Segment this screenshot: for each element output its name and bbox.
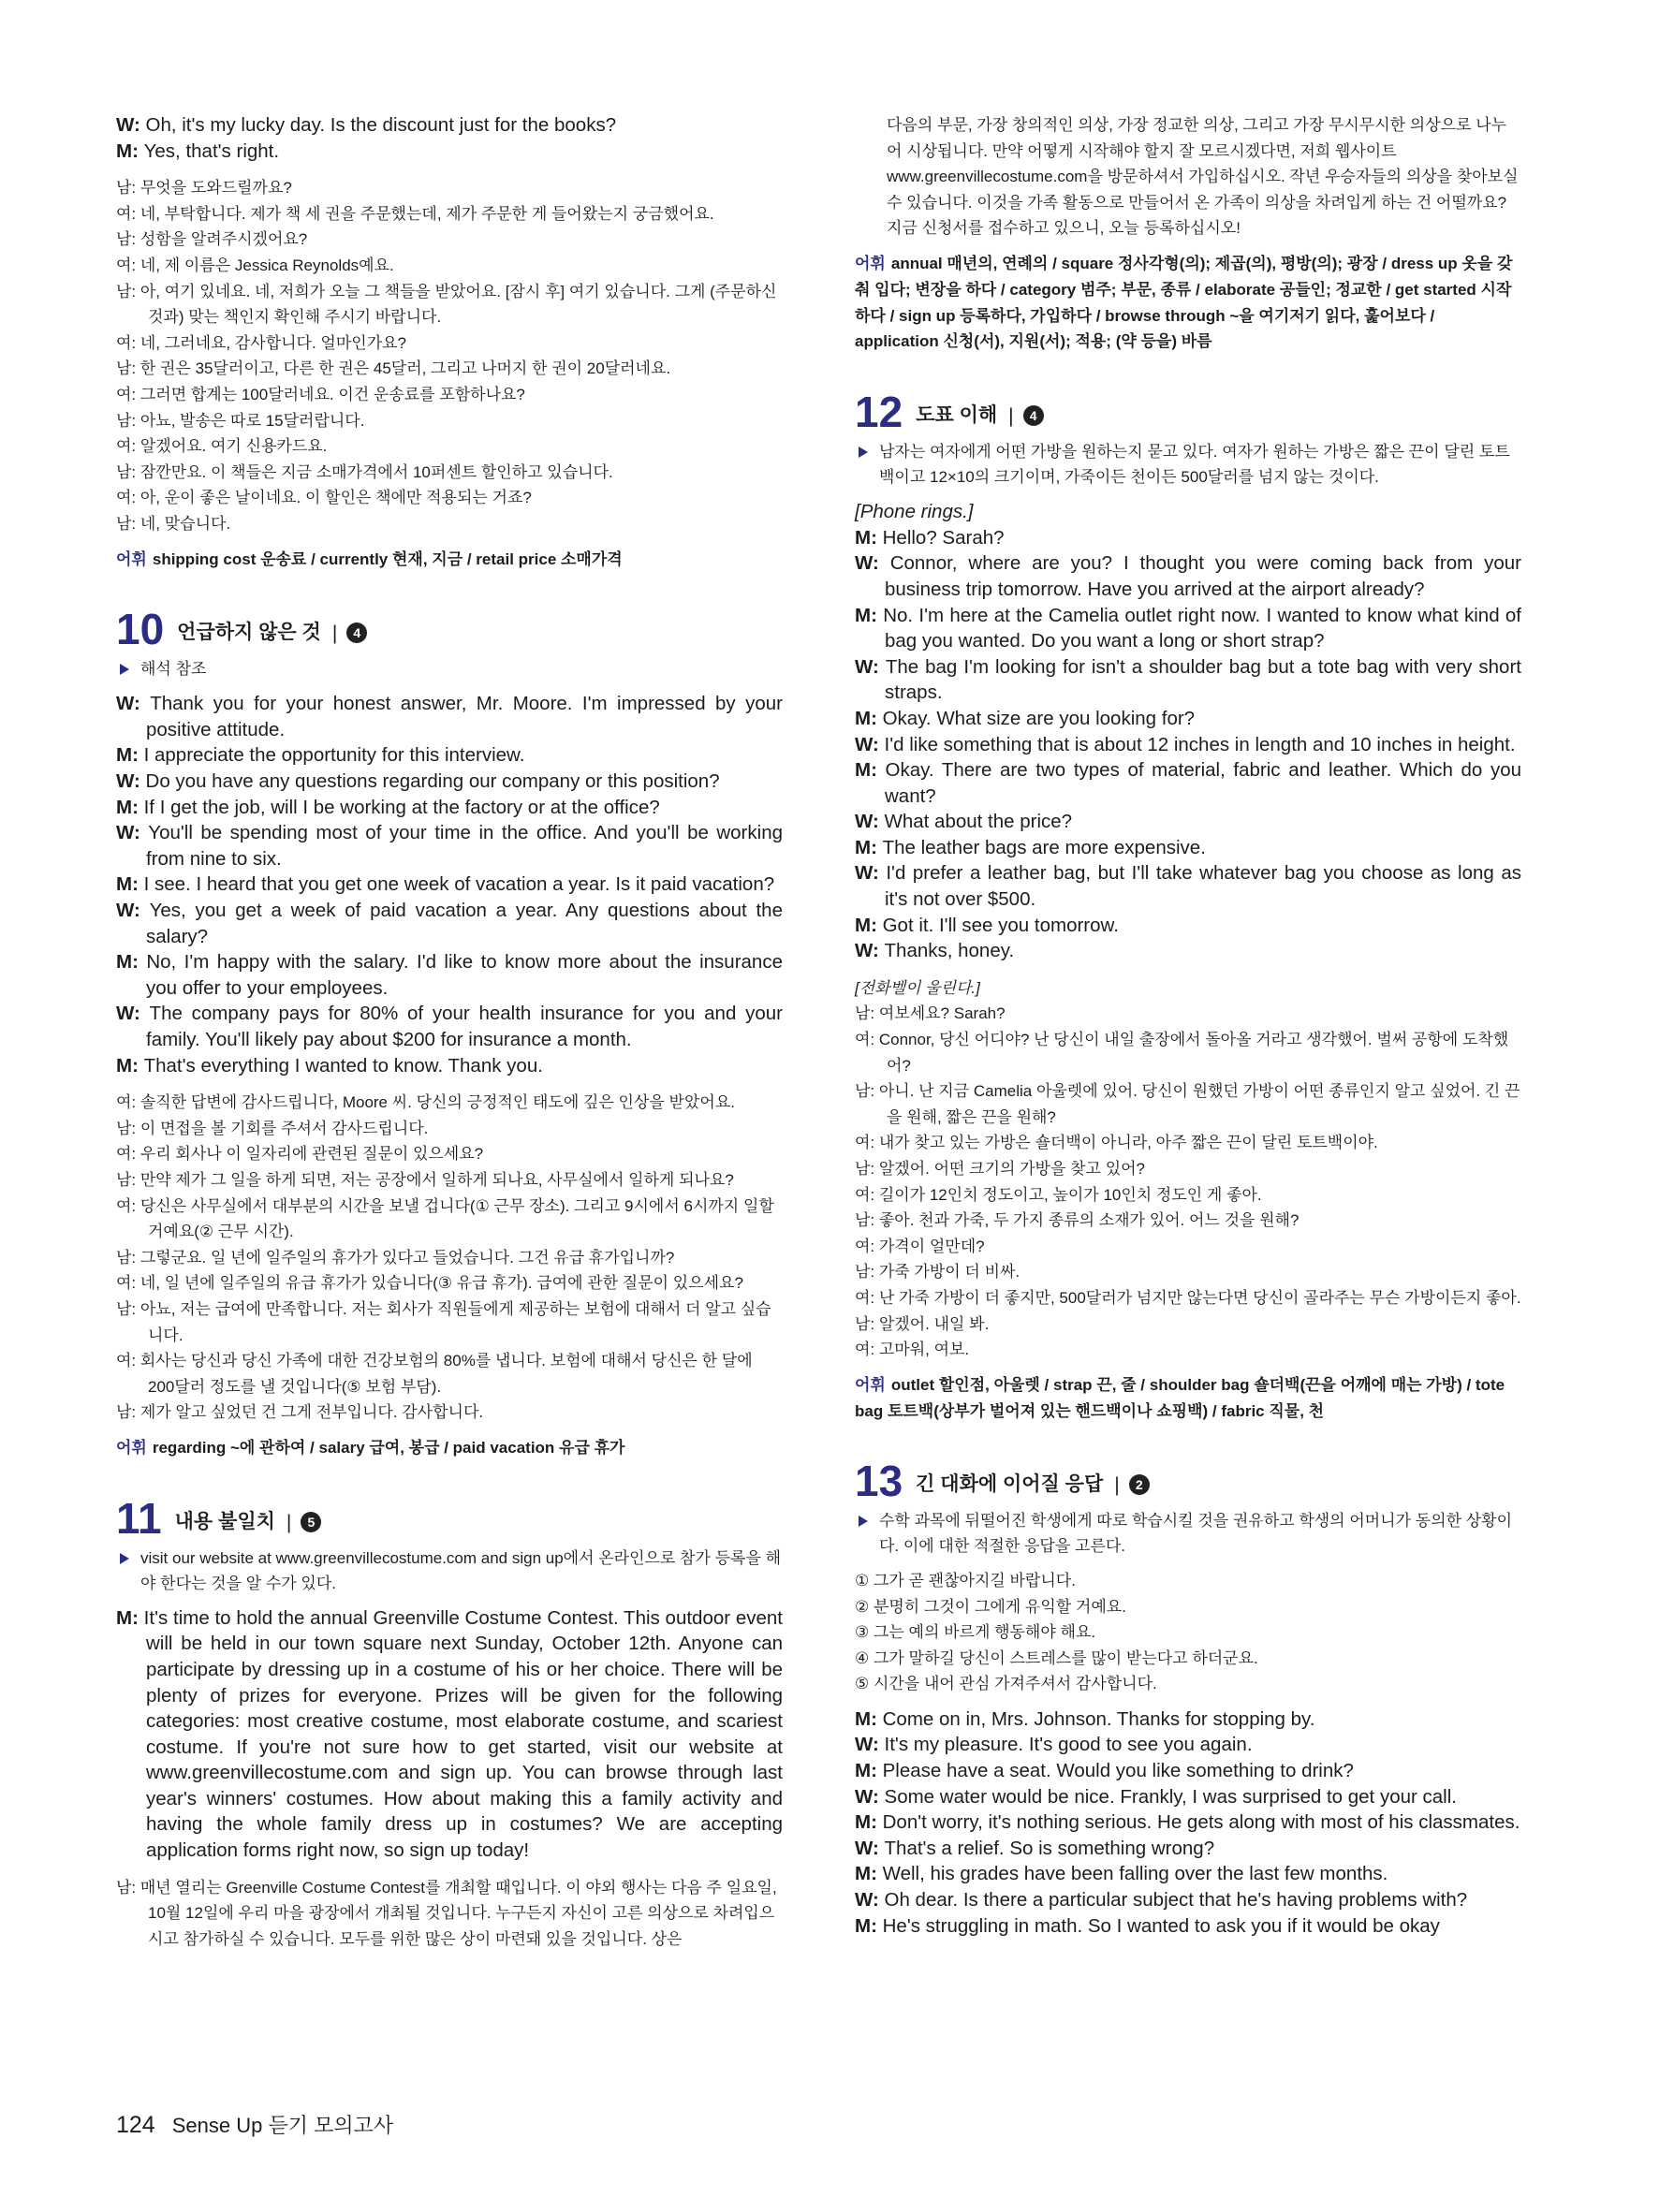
vocab-label: 어휘 [116, 549, 147, 568]
dialogue-top [116, 112, 783, 164]
dialogue-line [855, 732, 1521, 758]
dialogue-line [116, 742, 783, 769]
dialogue-line [116, 691, 783, 742]
speaker: M: [116, 744, 144, 767]
speaker: M: [855, 914, 883, 936]
speaker: W: [855, 1889, 885, 1911]
section-divider: | [331, 623, 338, 645]
speaker: W: [855, 1734, 885, 1756]
triangle-bullet-icon [120, 664, 129, 675]
utterance: The bag I'm looking for isn't a shoulder bag but a tote bag with very short straps. [885, 655, 1521, 704]
korean-line: 여: 솔직한 답변에 감사드립니다, Moore 씨. 당신의 긍정적인 태도에 깊은 인상을 받았어요. [116, 1093, 735, 1112]
vocab-text: annual 매년의, 연례의 / square 정사각형(의); 제곱(의), 평방(의); 광장 / dress up 옷을 갖춰 입다; 변장을 하다 / category 범주; 부문, 종류 / elaborate 공들인; 정교한 / get started 시작하다 / sign up 등록하다, 가입하다 / browse through ~을 여기저기 읽다, 훑어보다 / application 신청(서), 지원(서); 적용; (약 등을) 바름 [855, 254, 1513, 351]
utterance: Please have a seat. Would you like something to drink? [882, 1760, 1354, 1782]
speaker: M: [855, 1914, 883, 1937]
korean-line: 남: 여보세요? Sarah? [855, 1004, 1006, 1023]
speaker: W: [855, 552, 890, 575]
speaker: W: [116, 693, 151, 715]
korean-line: 남: 그렇군요. 일 년에 일주일의 휴가가 있다고 들었습니다. 그건 유급 휴가입니까? [116, 1248, 675, 1267]
speaker: M: [116, 873, 144, 896]
speaker: M: [116, 1054, 144, 1077]
vocab-label: 어휘 [855, 1375, 886, 1394]
korean-line: 남: 잠깐만요. 이 책들은 지금 소매가격에서 10퍼센트 할인하고 있습니다. [116, 462, 613, 481]
dialogue-line [855, 1707, 1521, 1733]
korean-line: 남: 알겠어. 내일 봐. [855, 1314, 990, 1333]
answer-badge: 2 [1129, 1474, 1150, 1495]
speaker: W: [116, 900, 150, 922]
option-item: ② 분명히 그것이 그에게 유익할 거예요. [855, 1597, 1126, 1616]
korean-line: 남: 성함을 알려주시겠어요? [116, 230, 308, 249]
speaker: M: [116, 951, 147, 974]
option-item: ④ 그가 말하길 당신이 스트레스를 많이 받는다고 하더군요. [855, 1648, 1258, 1667]
dialogue-line [855, 757, 1521, 809]
speaker: M: [855, 1811, 883, 1834]
dialogue-line [116, 795, 783, 821]
dialogue-line [116, 1605, 783, 1864]
korean-line: 여: 길이가 12인치 정도이고, 높이가 10인치 정도인 게 좋아. [855, 1185, 1262, 1204]
speaker: M: [855, 604, 884, 626]
speaker: W: [855, 1837, 885, 1859]
dialogue-line [855, 1809, 1521, 1836]
speaker: W: [855, 940, 885, 962]
utterance: Well, his grades have been falling over the last few months. [882, 1863, 1388, 1885]
page-footer [116, 2110, 393, 2139]
vocab-label: 어휘 [855, 254, 886, 272]
korean-line: 남: 좋아. 천과 가죽, 두 가지 종류의 소재가 있어. 어느 것을 원해? [855, 1211, 1300, 1230]
dialogue-line [855, 913, 1521, 939]
vocab-text: regarding ~에 관하여 / salary 급여, 봉급 / paid vacation 유급 휴가 [152, 1438, 625, 1457]
utterance: I appreciate the opportunity for this interview. [143, 744, 525, 767]
korean-line: 남: 가죽 가방이 더 비싸. [855, 1263, 1021, 1282]
korean-translation-top [116, 175, 783, 536]
triangle-bullet-icon [120, 1553, 129, 1564]
section-12-vocab [855, 1372, 1521, 1425]
korean-line: 여: 네, 일 년에 일주일의 유급 휴가가 있습니다(③ 유급 휴가). 급여에 관한 질문이 있으세요? [116, 1274, 743, 1293]
section-13-explanation: 수학 과목에 뒤떨어진 학생에게 따로 학습시킬 것을 권유하고 학생의 어머니가 동의한 상황이다. 이에 대한 적절한 응답을 고른다. [855, 1508, 1521, 1559]
dialogue-line [116, 898, 783, 949]
utterance: Got it. I'll see you tomorrow. [882, 914, 1119, 936]
speaker: W: [116, 822, 149, 844]
korean-line: 여: 네, 부탁합니다. 제가 책 세 권을 주문했는데, 제가 주문한 게 들어왔는지 궁금했어요. [116, 204, 714, 223]
option-item: ① 그가 곧 괜찮아지길 바랍니다. [855, 1572, 1076, 1590]
option-item: ③ 그는 예의 바르게 행동해야 해요. [855, 1623, 1096, 1642]
dialogue-line [116, 769, 783, 795]
section-divider: | [1008, 405, 1014, 428]
utterance: It's time to hold the annual Greenville Costume Contest. This outdoor event will be held in our town square next Sunday, October 12th. Anyone can participate by dressing up in a costume of his or her choice. There will be plenty of prizes for everyone. Prizes will be given for the following categories: most creative costume, most elaborate costume, and scariest costume. If you're not sure how to get started, visit our website at www.greenvillecostume.com and sign up. You can browse through last year's winners' costumes. How about making this a family activity and having the whole family dress up in costumes? We are accepting application forms right now, so sign up today! [143, 1606, 783, 1862]
utterance: Oh dear. Is there a particular subject that he's having problems with? [884, 1889, 1468, 1911]
utterance: No, I'm happy with the salary. I'd like to know more about the insurance you offer to your employees. [146, 951, 783, 999]
speaker: M: [855, 1863, 883, 1885]
utterance: Oh, it's my lucky day. Is the discount just for the books? [145, 114, 617, 136]
section-title: 내용 불일치 [174, 1510, 275, 1532]
korean-line: 남: 네, 맞습니다. [116, 514, 231, 533]
utterance: Yes, you get a week of paid vacation a year. Any questions about the salary? [146, 900, 783, 947]
dialogue-line [855, 1887, 1521, 1913]
left-column [116, 110, 783, 1952]
utterance: Okay. What size are you looking for? [882, 707, 1196, 729]
section-title: 긴 대화에 이어질 응답 [916, 1473, 1104, 1496]
korean-line: 여: 네, 제 이름은 Jessica Reynolds예요. [116, 256, 394, 274]
section-number: 10 [116, 605, 165, 654]
utterance: Come on in, Mrs. Johnson. Thanks for stopping by. [882, 1707, 1315, 1730]
section-10-explanation: 해석 참조 [116, 656, 783, 681]
utterance: Don't worry, it's nothing serious. He gets along with most of his classmates. [882, 1811, 1520, 1834]
utterance: He's struggling in math. So I wanted to ask you if it would be okay [882, 1914, 1440, 1937]
speaker: M: [855, 707, 883, 729]
section-12-explanation: 남자는 여자에게 어떤 가방을 원하는지 묻고 있다. 여자가 원하는 가방은 짧은 끈이 달린 토트백이고 12×10의 크기이며, 가죽이든 천이든 500달러를 넘지 않는 것이다. [855, 439, 1521, 490]
dialogue-line [855, 1784, 1521, 1810]
speaker: M: [855, 836, 883, 858]
section-10-korean [116, 1090, 783, 1426]
speaker: W: [855, 862, 887, 885]
dialogue-line [116, 1053, 783, 1079]
speaker: W: [116, 770, 146, 793]
section-13-header [855, 1452, 1521, 1506]
utterance: The leather bags are more expensive. [882, 836, 1206, 858]
speaker: M: [116, 1606, 144, 1629]
korean-line: 여: Connor, 당신 어디야? 난 당신이 내일 출장에서 돌아올 거라고 생각했어. 벌써 공항에 도착했어? [855, 1031, 1509, 1075]
korean-line: 남: 아뇨, 저는 급여에 만족합니다. 저는 회사가 직원들에게 제공하는 보험에 대해서 더 알고 싶습니다. [116, 1299, 771, 1344]
korean-stage-direction: [전화벨이 울린다.] [855, 978, 980, 997]
dialogue-line [855, 706, 1521, 732]
utterance: I'd like something that is about 12 inches in length and 10 inches in height. [884, 733, 1516, 755]
utterance: Thanks, honey. [884, 940, 1015, 962]
vocab-text: shipping cost 운송료 / currently 현재, 지금 / retail price 소매가격 [152, 549, 623, 568]
utterance: Yes, that's right. [143, 139, 280, 162]
section-11-header [116, 1489, 783, 1543]
speaker: M: [855, 526, 883, 549]
vocab-text: outlet 할인점, 아울렛 / strap 끈, 줄 / shoulder bag 숄더백(끈을 어깨에 매는 가방) / tote bag 토트백(상부가 벌어져 있는 핸드백이나 쇼핑백) / fabric 직물, 천 [855, 1375, 1505, 1420]
korean-line: 남: 이 면접을 볼 기회를 주셔서 감사드립니다. [116, 1119, 429, 1137]
section-11-korean-continued: 다음의 부문, 가장 창의적인 의상, 가장 정교한 의상, 그리고 가장 무시무시한 의상으로 나누어 시상됩니다. 만약 어떻게 시작해야 할지 잘 모르시겠다면, 저희 웹사이트 www.greenvillecostume.com을 방문하셔서 가입하십시오. 작년 우승자들의 의상을 찾아보실 수 있습니다. 이것을 가족 활동으로 만들어서 온 가족이 의상을 차려입게 하는 건 어떨까요? 지금 신청서를 접수하고 있으니, 오늘 등록하십시오! [887, 116, 1519, 238]
utterance: I see. I heard that you get one week of vacation a year. Is it paid vacation? [143, 873, 775, 896]
speaker: M: [855, 1760, 883, 1782]
dialogue-line [855, 1861, 1521, 1887]
dialogue-line [116, 820, 783, 872]
utterance: I'd prefer a leather bag, but I'll take whatever bag you choose as long as it's not over $500. [885, 862, 1521, 911]
answer-options [855, 1568, 1521, 1697]
speaker: M: [116, 796, 144, 818]
utterance: Hello? Sarah? [882, 526, 1005, 549]
speaker: W: [855, 733, 885, 755]
dialogue-line [855, 1913, 1521, 1940]
utterance: You'll be spending most of your time in the office. And you'll be working from nine to six. [146, 822, 783, 870]
dialogue-line [116, 112, 783, 139]
stage-direction: [Phone rings.] [855, 501, 974, 523]
section-number: 11 [116, 1493, 162, 1543]
vocab-label: 어휘 [116, 1438, 147, 1457]
korean-line: 여: 우리 회사나 이 일자리에 관련된 질문이 있으세요? [116, 1145, 484, 1164]
speaker: W: [855, 655, 886, 678]
section-11-korean-start: 남: 매년 열리는 Greenville Costume Contest를 개최할 때입니다. 이 야외 행사는 다음 주 일요일, 10월 12일에 우리 마을 광장에서 개최될 것입니다. 누구든지 자신이 고른 의상으로 차려입으시고 참가하실 수 있습니다. 모두를 위한 많은 상이 마련돼 있을 것입니다. 상은 [116, 1878, 777, 1948]
korean-line: 여: 알겠어요. 여기 신용카드요. [116, 437, 328, 456]
dialogue-line [855, 1758, 1521, 1784]
utterance: Do you have any questions regarding our company or this position? [145, 770, 720, 793]
triangle-bullet-icon [859, 1516, 868, 1527]
utterance: That's everything I wanted to know. Thank you. [143, 1054, 543, 1077]
korean-line: 여: 당신은 사무실에서 대부분의 시간을 보낼 겁니다(① 근무 장소). 그리고 9시에서 6시까지 일할 거예요(② 근무 시간). [116, 1196, 774, 1241]
speaker: M: [116, 139, 144, 162]
book-title: Sense Up 듣기 모의고사 [171, 2114, 394, 2137]
dialogue-line [855, 550, 1521, 602]
section-11-vocab [855, 251, 1521, 355]
speaker: M: [855, 1707, 883, 1730]
utterance: If I get the job, will I be working at the factory or at the office? [143, 796, 660, 818]
korean-line: 여: 네, 그러네요, 감사합니다. 얼마인가요? [116, 333, 406, 352]
korean-line: 여: 그러면 합계는 100달러네요. 이건 운송료를 포함하나요? [116, 385, 525, 403]
option-item: ⑤ 시간을 내어 관심 가져주셔서 감사합니다. [855, 1675, 1157, 1693]
utterance: What about the price? [884, 811, 1073, 833]
korean-line: 여: 내가 찾고 있는 가방은 숄더백이 아니라, 아주 짧은 끈이 달린 토트백이야. [855, 1134, 1378, 1152]
dialogue-line [855, 1836, 1521, 1862]
speaker: W: [855, 1785, 885, 1808]
section-11-explanation: visit our website at www.greenvillecostume.com and sign up에서 온라인으로 참가 등록을 해야 한다는 것을 알 수가 있다. [116, 1545, 783, 1596]
korean-line: 남: 제가 알고 싶었던 건 그게 전부입니다. 감사합니다. [116, 1403, 484, 1422]
dialogue-line [116, 139, 783, 165]
section-13-dialogue [855, 1707, 1521, 1939]
utterance: Some water would be nice. Frankly, I was surprised to get your call. [884, 1785, 1457, 1808]
section-11-dialogue [116, 1605, 783, 1864]
korean-line: 남: 아, 여기 있네요. 네, 저희가 오늘 그 책들을 받았어요. [잠시 후] 여기 있습니다. 그게 (주문하신 것과) 맞는 책인지 확인해 주시기 바랍니다. [116, 282, 777, 327]
section-12-header [855, 383, 1521, 437]
section-title: 언급하지 않은 것 [177, 622, 321, 644]
dialogue-line [116, 949, 783, 1001]
utterance: No. I'm here at the Camelia outlet right now. I wanted to know what kind of bag you wanted. Do you want a long or short strap? [883, 604, 1521, 652]
speaker: W: [116, 114, 146, 136]
dialogue-line [855, 654, 1521, 706]
korean-line: 남: 알겠어. 어떤 크기의 가방을 찾고 있어? [855, 1160, 1145, 1178]
korean-line: 여: 난 가죽 가방이 더 좋지만, 500달러가 넘지만 않는다면 당신이 골라주는 무슨 가방이든지 좋아. [855, 1288, 1521, 1307]
utterance: Thank you for your honest answer, Mr. Moore. I'm impressed by your positive attitude. [146, 693, 783, 740]
dialogue-line [855, 938, 1521, 964]
section-divider: | [1114, 1474, 1120, 1497]
triangle-bullet-icon [859, 447, 868, 458]
section-number: 12 [855, 388, 903, 437]
section-12-korean [855, 1001, 1521, 1362]
utterance: It's my pleasure. It's good to see you again. [884, 1734, 1253, 1756]
section-12-dialogue [855, 525, 1521, 964]
dialogue-line [855, 835, 1521, 861]
section-divider: | [286, 1511, 292, 1533]
korean-line: 여: 고마워, 여보. [855, 1340, 970, 1359]
dialogue-line [855, 525, 1521, 551]
section-10-dialogue [116, 691, 783, 1078]
section-number: 13 [855, 1457, 903, 1506]
section-10-vocab [116, 1435, 783, 1461]
vocab-top [116, 547, 783, 573]
utterance: That's a relief. So is something wrong? [884, 1837, 1215, 1859]
answer-badge: 5 [301, 1512, 321, 1532]
korean-line: 남: 한 권은 35달러이고, 다른 한 권은 45달러, 그리고 나머지 한 권이 20달러네요. [116, 359, 671, 378]
korean-line: 남: 만약 제가 그 일을 하게 되면, 저는 공장에서 일하게 되나요, 사무실에서 일하게 되나요? [116, 1170, 734, 1189]
utterance: The company pays for 80% of your health insurance for you and your family. You'll likely pay about $200 for insurance a month. [146, 1003, 783, 1051]
korean-line: 여: 아, 운이 좋은 날이네요. 이 할인은 책에만 적용되는 거죠? [116, 489, 532, 507]
dialogue-line [116, 872, 783, 898]
section-10-header [116, 600, 783, 654]
answer-badge: 4 [346, 623, 367, 643]
dialogue-line [855, 603, 1521, 654]
right-column [855, 110, 1521, 1939]
korean-line: 남: 무엇을 도와드릴까요? [116, 179, 292, 198]
utterance: Okay. There are two types of material, fabric and leather. Which do you want? [885, 759, 1521, 807]
korean-line: 남: 아니. 난 지금 Camelia 아울렛에 있어. 당신이 원했던 가방이 어떤 종류인지 알고 싶었어. 긴 끈을 원해, 짧은 끈을 원해? [855, 1082, 1520, 1126]
dialogue-line [855, 809, 1521, 835]
dialogue-line [855, 1732, 1521, 1758]
section-title: 도표 이해 [916, 404, 998, 427]
korean-line: 여: 회사는 당신과 당신 가족에 대한 건강보험의 80%를 냅니다. 보험에 대해서 당신은 한 달에 200달러 정도를 낼 것입니다(⑤ 보험 부담). [116, 1352, 753, 1396]
speaker: W: [116, 1003, 150, 1025]
answer-badge: 4 [1023, 405, 1044, 426]
dialogue-line [116, 1001, 783, 1052]
korean-line: 여: 가격이 얼만데? [855, 1237, 985, 1255]
page-number: 124 [116, 2112, 155, 2138]
speaker: W: [855, 811, 885, 833]
dialogue-line [855, 860, 1521, 912]
utterance: Connor, where are you? I thought you were coming back from your business trip tomorrow. Have you arrived at the airport already? [885, 552, 1521, 600]
korean-line: 남: 아뇨, 발송은 따로 15달러랍니다. [116, 411, 365, 430]
speaker: M: [855, 759, 886, 782]
